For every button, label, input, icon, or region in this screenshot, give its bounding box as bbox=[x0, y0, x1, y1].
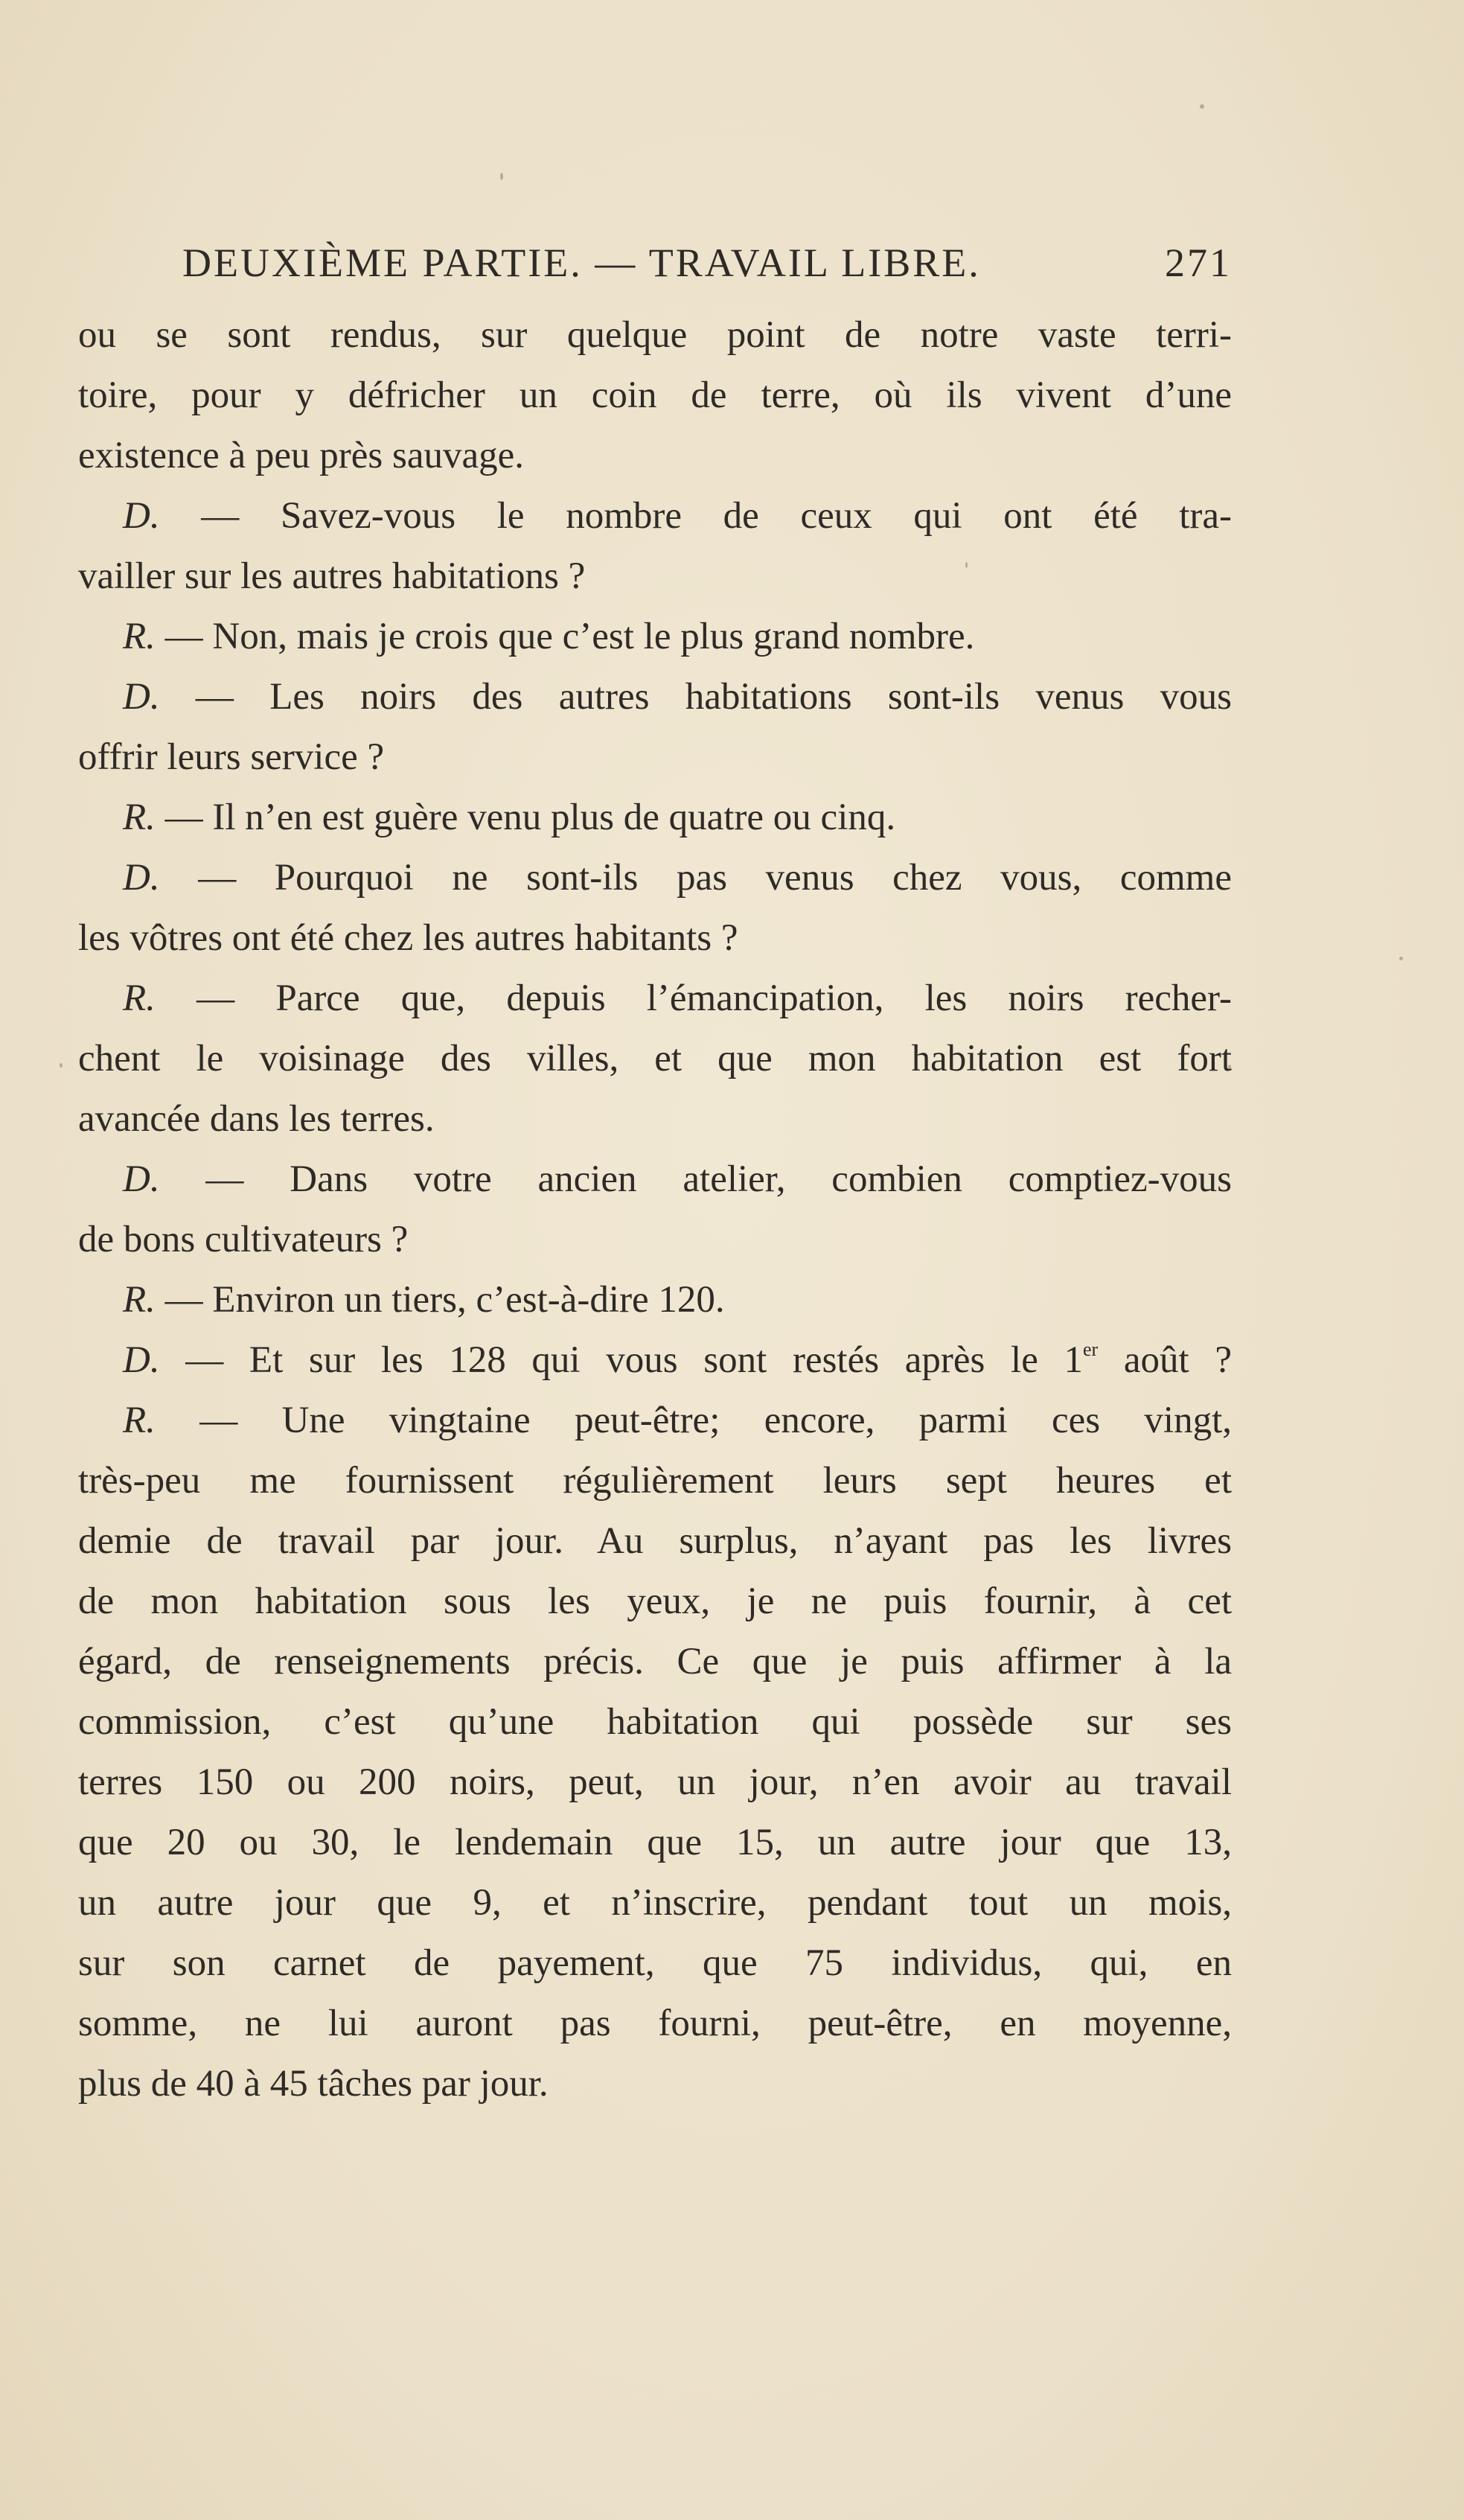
text-line bbox=[78, 1270, 1232, 1330]
text-line bbox=[78, 1632, 1232, 1692]
line-text: chent le voisinage des villes, et que mon habitation est fort bbox=[78, 1038, 1232, 1079]
text-line bbox=[78, 908, 1232, 969]
line-text: les vôtres ont été chez les autres habitants ? bbox=[78, 917, 738, 959]
line-text: — Dans votre ancien atelier, combien comptiez-vous bbox=[159, 1158, 1232, 1200]
speaker-label: D. bbox=[123, 676, 160, 718]
running-head-title: DEUXIÈME PARTIE. — TRAVAIL LIBRE. bbox=[182, 240, 981, 285]
text-line bbox=[78, 305, 1232, 366]
line-text: de bons cultivateurs ? bbox=[78, 1219, 409, 1260]
speaker-label: R. bbox=[123, 616, 156, 657]
line-text: avancée dans les terres. bbox=[78, 1098, 435, 1140]
text-line bbox=[78, 1813, 1232, 1873]
text-line bbox=[78, 1330, 1232, 1391]
text-line bbox=[78, 1752, 1232, 1813]
line-text: — Parce que, depuis l’émancipation, les noirs recher- bbox=[155, 977, 1232, 1019]
line-text: — Il n’en est guère venu plus de quatre ou cinq. bbox=[155, 797, 896, 838]
paper-speck bbox=[500, 173, 503, 180]
speaker-label: R. bbox=[123, 1400, 156, 1441]
text-line bbox=[78, 546, 1232, 607]
line-text: — Les noirs des autres habitations sont-ils venus vous bbox=[159, 676, 1232, 718]
text-line bbox=[78, 1391, 1232, 1451]
speaker-label: R. bbox=[123, 977, 156, 1019]
paper-speck bbox=[1200, 104, 1204, 109]
line-text: toire, pour y défricher un coin de terre, où ils vivent d’une bbox=[78, 374, 1232, 416]
line-text: existence à peu près sauvage. bbox=[78, 435, 524, 476]
text-line bbox=[78, 1873, 1232, 1933]
paper-speck bbox=[1399, 957, 1403, 960]
line-text: très-peu me fournissent régulièrement leurs sept heures et bbox=[78, 1460, 1232, 1502]
superscript: er bbox=[1083, 1339, 1099, 1360]
text-line bbox=[78, 486, 1232, 546]
line-text: un autre jour que 9, et n’inscrire, pendant tout un mois, bbox=[78, 1882, 1232, 1924]
text-line bbox=[78, 1029, 1232, 1089]
text-line bbox=[78, 2054, 1232, 2114]
text-line bbox=[78, 1089, 1232, 1149]
line-text: vailler sur les autres habitations ? bbox=[78, 555, 586, 597]
text-line bbox=[78, 1572, 1232, 1632]
line-text: demie de travail par jour. Au surplus, n’ayant pas les livres bbox=[78, 1520, 1232, 1562]
text-line bbox=[78, 426, 1232, 486]
body-text bbox=[78, 305, 1232, 2114]
running-head bbox=[78, 223, 1232, 305]
line-text-continued: août ? bbox=[1098, 1339, 1232, 1381]
speaker-label: R. bbox=[123, 1279, 156, 1321]
text-line bbox=[78, 1210, 1232, 1270]
line-text: — Et sur les 128 qui vous sont restés après le 1 bbox=[159, 1339, 1083, 1381]
paper-speck bbox=[60, 1063, 63, 1068]
speaker-label: D. bbox=[123, 495, 160, 537]
text-line bbox=[78, 1451, 1232, 1511]
line-text: offrir leurs service ? bbox=[78, 736, 385, 778]
line-text: — Non, mais je crois que c’est le plus grand nombre. bbox=[155, 616, 975, 657]
book-page bbox=[78, 223, 1232, 2114]
text-line bbox=[78, 1994, 1232, 2054]
speaker-label: D. bbox=[123, 1158, 160, 1200]
text-line bbox=[78, 1692, 1232, 1752]
text-line bbox=[78, 366, 1232, 426]
line-text: — Une vingtaine peut-être; encore, parmi ces vingt, bbox=[155, 1400, 1232, 1441]
line-text: terres 150 ou 200 noirs, peut, un jour, n’en avoir au travail bbox=[78, 1761, 1232, 1803]
line-text: commission, c’est qu’une habitation qui possède sur ses bbox=[78, 1701, 1232, 1743]
line-text: — Savez-vous le nombre de ceux qui ont été tra- bbox=[159, 495, 1232, 537]
line-text: plus de 40 à 45 tâches par jour. bbox=[78, 2063, 549, 2105]
text-line bbox=[78, 1149, 1232, 1210]
text-line bbox=[78, 667, 1232, 727]
line-text: — Pourquoi ne sont-ils pas venus chez vous, comme bbox=[159, 857, 1232, 899]
text-line bbox=[78, 1933, 1232, 1994]
text-line bbox=[78, 788, 1232, 848]
line-text: sur son carnet de payement, que 75 individus, qui, en bbox=[78, 1942, 1232, 1984]
speaker-label: D. bbox=[123, 857, 160, 899]
text-line bbox=[78, 607, 1232, 667]
line-text: que 20 ou 30, le lendemain que 15, un autre jour que 13, bbox=[78, 1822, 1232, 1863]
line-text: — Environ un tiers, c’est-à-dire 120. bbox=[155, 1279, 725, 1321]
speaker-label: D. bbox=[123, 1339, 160, 1381]
line-text: somme, ne lui auront pas fourni, peut-être, en moyenne, bbox=[78, 2003, 1232, 2044]
line-text: ou se sont rendus, sur quelque point de notre vaste terri- bbox=[78, 314, 1232, 356]
text-line bbox=[78, 848, 1232, 908]
line-text: égard, de renseignements précis. Ce que je puis affirmer à la bbox=[78, 1641, 1232, 1682]
speaker-label: R. bbox=[123, 797, 156, 838]
text-line bbox=[78, 1511, 1232, 1572]
text-line bbox=[78, 727, 1232, 788]
text-line bbox=[78, 969, 1232, 1029]
line-text: de mon habitation sous les yeux, je ne puis fournir, à cet bbox=[78, 1580, 1232, 1622]
page-number: 271 bbox=[1165, 240, 1232, 285]
